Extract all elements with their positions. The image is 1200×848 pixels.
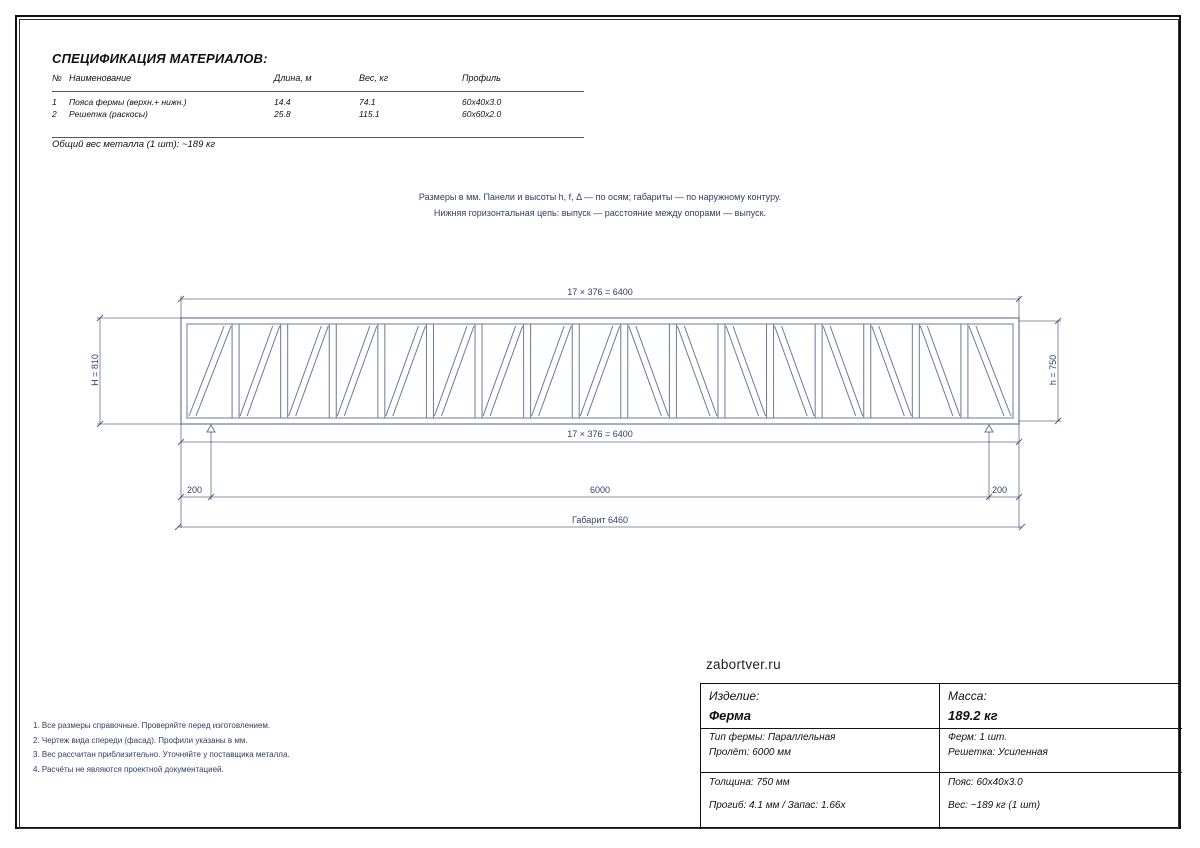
- truss-diagonal: [189, 326, 224, 416]
- truss-diagonal: [733, 326, 766, 416]
- right-overhang-label: 200: [992, 485, 1008, 495]
- truss-diagonal: [629, 326, 662, 416]
- overall-dimension-label: Габарит 6460: [571, 515, 628, 525]
- drawing-note-line-2: Нижняя горизонтальная цепь: выпуск — расстояние между опорами — выпуск.: [433, 208, 767, 218]
- truss-diagonal: [337, 326, 370, 416]
- truss-inner-contour: [187, 324, 1013, 418]
- truss-diagonal: [587, 326, 620, 416]
- site-name: zabortver.ru: [706, 657, 781, 672]
- spec-header-length: Длина, м: [274, 73, 312, 83]
- drawing-note-line-1: Размеры в мм. Панели и высоты h, f, Δ — по осям; габариты — по наружному контуру.: [418, 192, 782, 202]
- truss-diagonal: [726, 326, 759, 416]
- note-item: 4. Расчёты не являются проектной документацией.: [33, 764, 224, 774]
- title-block-divider: [939, 684, 940, 829]
- deflection-value: Прогиб: 4.1 мм / Запас: 1.66x: [709, 800, 846, 811]
- mass-label: Масса:: [948, 689, 987, 703]
- spec-cell-weight: 74.1: [359, 97, 376, 107]
- truss-outer-contour: [181, 318, 1019, 424]
- spec-cell-num: 2: [52, 109, 57, 119]
- truss-diagonal: [684, 326, 717, 416]
- truss-diagonal: [532, 326, 565, 416]
- truss-diagonal: [872, 326, 905, 416]
- truss-diagonal: [976, 326, 1011, 416]
- spec-cell-length: 14.4: [274, 97, 291, 107]
- truss-diagonal: [782, 326, 815, 416]
- weight-value: Вес: ~189 кг (1 шт): [948, 800, 1041, 811]
- note-item: 2. Чертеж вида спереди (фасад). Профили указаны в мм.: [33, 735, 248, 745]
- truss-diagonal: [441, 326, 474, 416]
- truss-diagonal: [969, 326, 1004, 416]
- truss-diagonal: [927, 326, 960, 416]
- outer-height-label: H = 810: [90, 354, 100, 386]
- chord-profile: Пояс: 60x40x3.0: [948, 777, 1023, 788]
- spec-cell-profile: 60x60x2.0: [462, 109, 502, 119]
- left-overhang-label: 200: [187, 485, 203, 495]
- spec-header-name: Наименование: [69, 73, 132, 83]
- spec-total-weight: Общий вес металла (1 шт): ~189 кг: [52, 139, 216, 150]
- spec-cell-profile: 60x40x3.0: [462, 97, 502, 107]
- spec-cell-name: Пояса фермы (верхн.+ нижн.): [69, 97, 187, 107]
- spec-cell-num: 1: [52, 97, 57, 107]
- truss-diagonal: [490, 326, 523, 416]
- truss-diagonal: [879, 326, 912, 416]
- title-block-rule: [701, 728, 1182, 729]
- truss-diagonal: [240, 326, 273, 416]
- note-item: 3. Вес рассчитан приблизительно. Уточняйте у поставщика металла.: [33, 750, 290, 759]
- axis-height-label: h = 750: [1048, 354, 1058, 386]
- lattice-type: Решетка: Усиленная: [948, 747, 1048, 758]
- note-item: 1. Все размеры справочные. Проверяйте перед изготовлением.: [33, 721, 271, 730]
- spec-header-profile: Профиль: [462, 73, 501, 83]
- truss-diagonal: [775, 326, 808, 416]
- spec-header-weight: Вес, кг: [359, 73, 389, 83]
- truss-diagonal: [539, 326, 572, 416]
- title-block: [700, 683, 1181, 829]
- thickness-value: Толщина: 750 мм: [709, 777, 790, 788]
- truss-diagonal: [830, 326, 863, 416]
- truss-diagonal: [434, 326, 467, 416]
- title-block-rule: [701, 772, 1182, 773]
- truss-type: Тип фермы: Параллельная: [709, 732, 836, 743]
- truss-diagonal: [677, 326, 710, 416]
- truss-span: Пролёт: 6000 мм: [709, 747, 791, 758]
- product-label: Изделие:: [709, 689, 760, 703]
- truss-diagonal: [920, 326, 953, 416]
- spec-cell-name: Решетка (раскосы): [69, 109, 148, 119]
- truss-diagonal: [296, 326, 329, 416]
- truss-count: Ферм: 1 шт.: [948, 732, 1008, 743]
- truss-diagonal: [483, 326, 516, 416]
- span-label: 6000: [589, 485, 611, 495]
- truss-diagonal: [580, 326, 613, 416]
- spec-cell-weight: 115.1: [359, 109, 380, 119]
- spec-title: СПЕЦИФИКАЦИЯ МАТЕРИАЛОВ:: [52, 51, 268, 66]
- truss-diagonal: [386, 326, 419, 416]
- truss-diagonal: [636, 326, 669, 416]
- truss-diagonal: [823, 326, 856, 416]
- spec-header-num: №: [52, 73, 62, 83]
- truss-diagonal: [344, 326, 377, 416]
- spec-cell-length: 25.8: [274, 109, 291, 119]
- top-dimension-label: 17 × 376 = 6400: [567, 287, 633, 297]
- mass-value: 189.2 кг: [948, 708, 998, 723]
- product-value: Ферма: [709, 708, 751, 723]
- truss-geometry: [181, 318, 1019, 432]
- truss-diagonal: [247, 326, 280, 416]
- truss-diagonal: [196, 326, 231, 416]
- truss-diagonal: [289, 326, 322, 416]
- truss-diagonal: [393, 326, 426, 416]
- general-notes: [33, 719, 290, 777]
- bottom-dimension-label: 17 × 376 = 6400: [567, 429, 633, 439]
